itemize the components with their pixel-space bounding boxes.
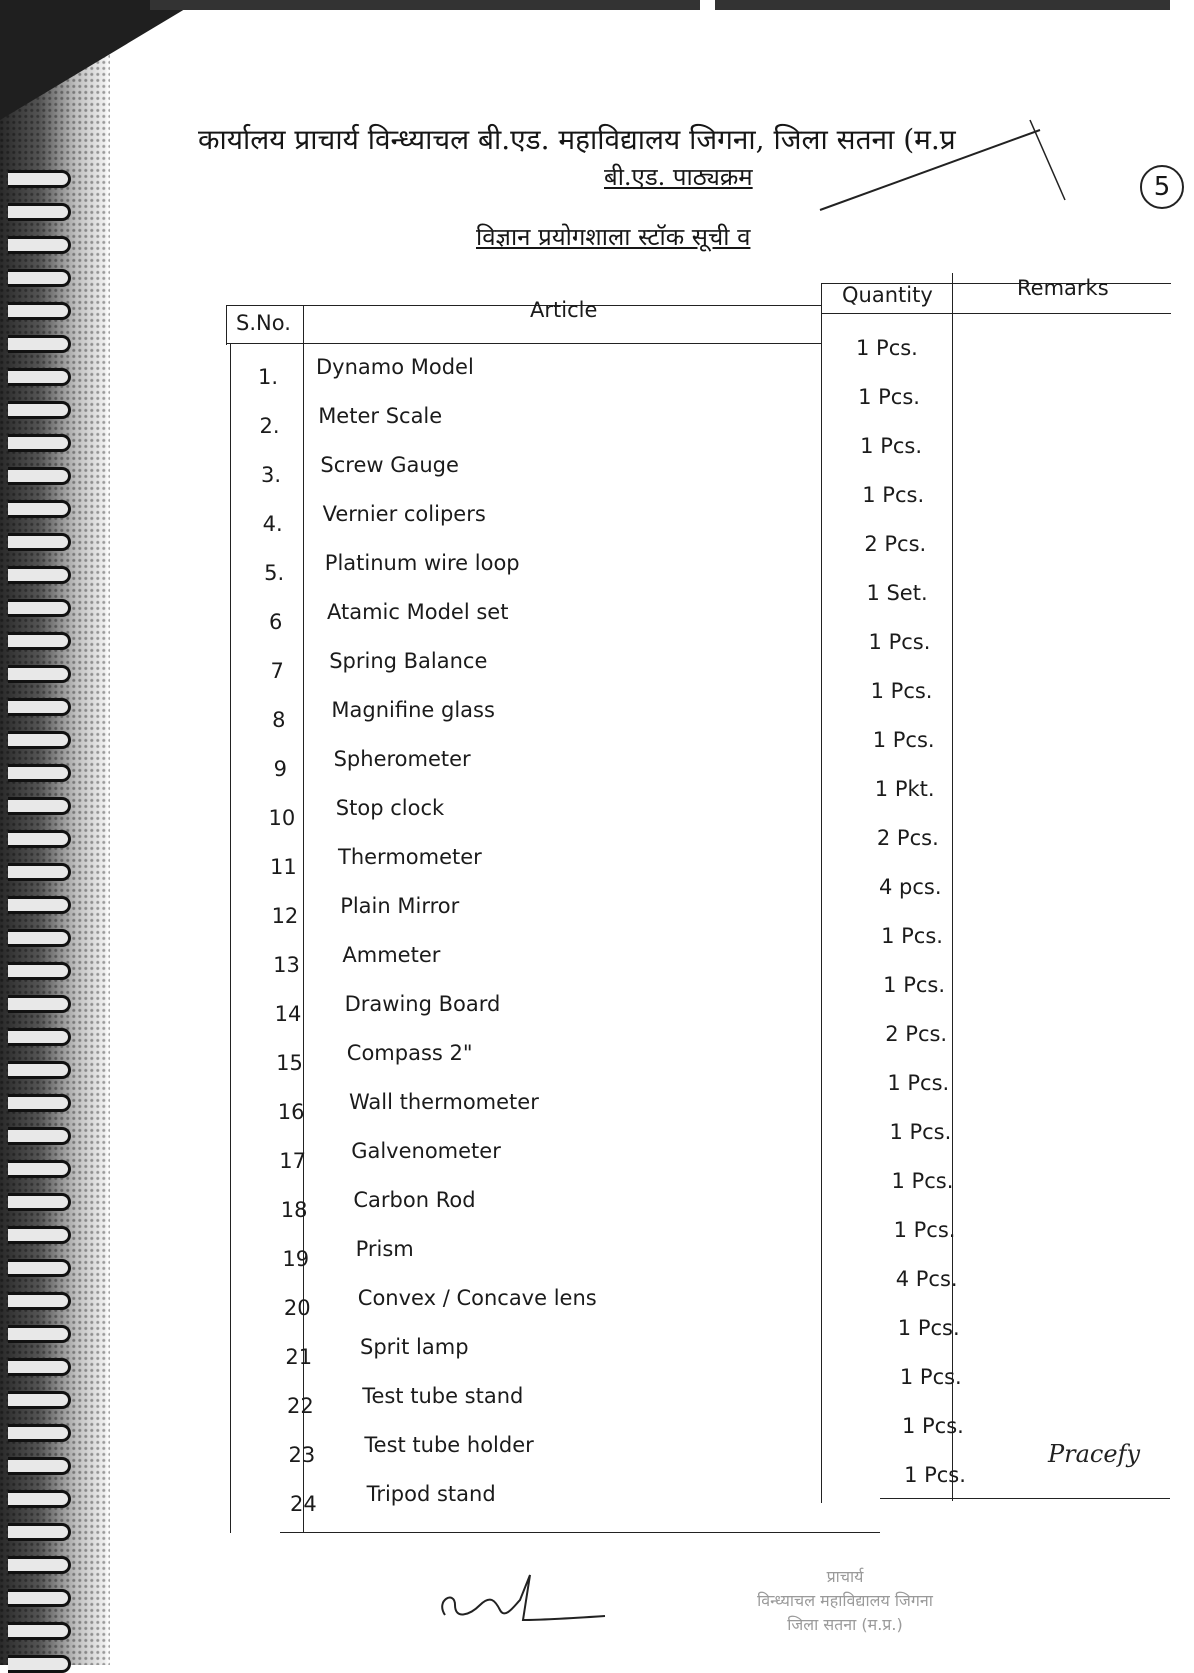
list-title: विज्ञान प्रयोगशाला स्टॉक सूची व — [476, 223, 751, 251]
column-header-remarks: Remarks — [1017, 276, 1109, 300]
quantity-column-divider — [821, 283, 822, 1503]
row-article: Sprit lamp — [360, 1335, 469, 1359]
row-sno: 4. — [262, 512, 283, 536]
row-quantity: 1 Pcs. — [887, 1071, 950, 1095]
row-article: Stop clock — [335, 796, 445, 820]
row-sno: 15 — [276, 1051, 303, 1075]
table-bottom-border — [880, 1498, 1170, 1499]
row-article: Galvenometer — [351, 1139, 501, 1163]
row-quantity: 1 Pcs. — [858, 385, 920, 409]
column-header-quantity: Quantity — [842, 283, 933, 307]
row-sno: 5. — [264, 561, 285, 585]
row-quantity: 2 Pcs. — [864, 532, 927, 556]
official-stamp — [705, 1565, 985, 1637]
row-quantity: 1 Pkt. — [874, 777, 935, 801]
row-sno: 22 — [286, 1394, 314, 1418]
table-left-border — [226, 305, 227, 345]
row-article: Vernier colipers — [322, 502, 486, 526]
row-sno: 23 — [288, 1443, 316, 1467]
row-sno: 18 — [280, 1198, 308, 1222]
row-quantity: 1 Pcs. — [862, 483, 925, 507]
row-quantity: 1 Pcs. — [891, 1169, 954, 1193]
row-article: Compass 2" — [346, 1041, 473, 1065]
row-quantity: 1 Pcs. — [860, 434, 923, 458]
row-article: Ammeter — [342, 943, 441, 967]
row-sno: 9 — [273, 757, 287, 781]
row-quantity: 1 Pcs. — [870, 679, 933, 703]
column-header-sno: S.No. — [236, 311, 291, 335]
row-quantity: 1 Pcs. — [872, 728, 935, 752]
row-sno: 12 — [271, 904, 299, 928]
row-quantity: 1 Pcs. — [901, 1414, 964, 1438]
row-article: Spherometer — [333, 747, 471, 771]
page-number-mark: 5 — [1140, 165, 1184, 209]
office-heading: कार्यालय प्राचार्य विन्ध्याचल बी.एड. महाविद्यालय जिगना, जिला सतना (म.प्र — [198, 123, 956, 156]
row-sno: 8 — [272, 708, 286, 732]
table-left-border — [230, 343, 231, 1533]
row-quantity: 1 Pcs. — [893, 1218, 956, 1242]
row-article: Test tube holder — [364, 1433, 534, 1457]
table-bottom-border — [280, 1532, 880, 1533]
row-article: Dynamo Model — [316, 355, 474, 379]
row-sno: 3. — [261, 463, 282, 487]
row-quantity: 1 Pcs. — [897, 1316, 960, 1340]
row-quantity: 1 Pcs. — [899, 1365, 962, 1389]
row-article: Spring Balance — [329, 649, 488, 673]
row-quantity: 1 Pcs. — [868, 630, 931, 654]
row-quantity: 1 Pcs. — [856, 336, 918, 360]
row-sno: 14 — [274, 1002, 302, 1026]
stamp-line: जिला सतना (म.प्र.) — [787, 1615, 903, 1634]
row-article: Test tube stand — [362, 1384, 524, 1408]
row-article: Convex / Concave lens — [357, 1286, 597, 1310]
row-quantity: 2 Pcs. — [876, 826, 939, 850]
row-quantity: 1 Pcs. — [889, 1120, 952, 1144]
row-article: Platinum wire loop — [324, 551, 520, 575]
row-article: Atamic Model set — [327, 600, 509, 624]
row-sno: 24 — [290, 1492, 317, 1516]
row-sno: 19 — [282, 1247, 310, 1271]
row-article: Tripod stand — [366, 1482, 496, 1506]
row-sno: 16 — [277, 1100, 305, 1124]
row-sno: 1. — [257, 365, 279, 389]
row-sno: 11 — [270, 855, 297, 879]
row-sno: 17 — [279, 1149, 306, 1173]
row-quantity: 4 pcs. — [878, 875, 942, 899]
row-article: Carbon Rod — [353, 1188, 476, 1212]
stamp-line: विन्ध्याचल महाविद्यालय जिगना — [757, 1591, 933, 1610]
stamp-line: प्राचार्य — [826, 1567, 864, 1586]
header-divider — [821, 313, 1171, 314]
row-article: Magnifine glass — [331, 698, 495, 722]
row-sno: 2. — [259, 414, 280, 438]
row-article: Prism — [355, 1237, 414, 1261]
row-sno: 6 — [269, 610, 283, 634]
column-header-article: Article — [530, 298, 598, 322]
remarks-handwriting: Pracefy — [1048, 1440, 1141, 1468]
row-sno: 13 — [273, 953, 300, 977]
row-quantity: 2 Pcs. — [885, 1022, 948, 1046]
row-quantity: 1 Pcs. — [904, 1463, 966, 1487]
row-sno: 10 — [268, 806, 296, 830]
row-quantity: 4 Pcs. — [895, 1267, 958, 1291]
row-quantity: 1 Pcs. — [881, 924, 943, 948]
header-divider — [226, 343, 821, 344]
row-article: Thermometer — [338, 845, 482, 869]
row-article: Plain Mirror — [340, 894, 460, 918]
row-quantity: 1 Set. — [866, 581, 928, 605]
row-article: Meter Scale — [318, 404, 443, 428]
course-heading: बी.एड. पाठ्यक्रम — [604, 163, 753, 191]
row-sno: 20 — [283, 1296, 311, 1320]
row-article: Drawing Board — [344, 992, 501, 1016]
row-article: Screw Gauge — [320, 453, 459, 477]
table-top-border — [226, 305, 821, 306]
row-article: Wall thermometer — [349, 1090, 539, 1114]
row-sno: 21 — [285, 1345, 313, 1369]
row-quantity: 1 Pcs. — [883, 973, 946, 997]
signature — [425, 1570, 615, 1640]
row-sno: 7 — [270, 659, 284, 683]
